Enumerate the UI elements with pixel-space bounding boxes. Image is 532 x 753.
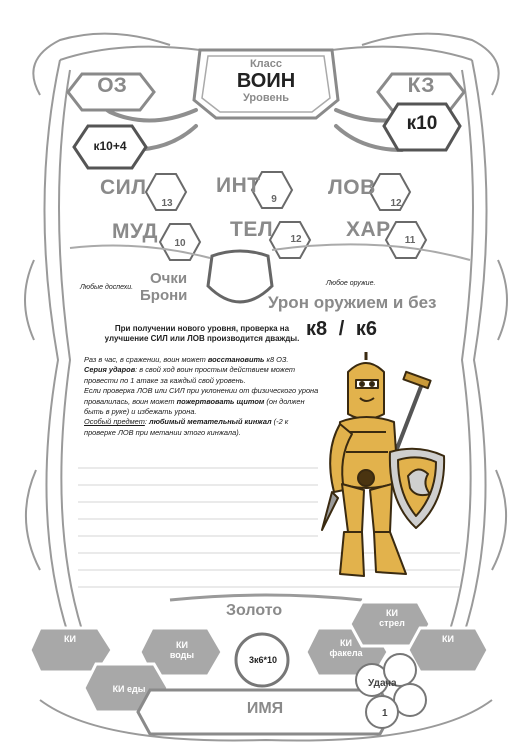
weapon-separator: / — [338, 318, 345, 340]
weapon-damage-label: Урон оружием и без — [268, 293, 437, 312]
class-name: ВОИН — [236, 70, 296, 92]
rule-special-item-d: (-2 к проверке ЛОВ при метании этого кинжала). — [84, 417, 289, 437]
dice-cell-ki-left[interactable]: КИ — [64, 634, 76, 644]
gold-label: Золото — [226, 602, 283, 619]
rule-special-item-a: Особый предмет — [84, 417, 145, 427]
dice-cell-ki-arrows[interactable]: КИ стрел — [379, 608, 405, 628]
rule-combo-b: : в свой ход воин простым действием может провести по 1 атаке за каждый свой уровень. — [84, 365, 296, 385]
stat-str-label: СИЛ — [100, 176, 147, 199]
warrior-illustration — [318, 352, 450, 584]
armor-label-line2: Брони — [140, 287, 188, 304]
rule-recover-b: восстановить — [207, 355, 265, 364]
rule-special-item — [84, 417, 320, 438]
armor-label-line1: Очки — [150, 270, 188, 287]
rule-combo-a: Серия ударов — [84, 365, 136, 375]
level-label: Уровень — [242, 92, 289, 104]
rule-combo — [84, 365, 320, 386]
stat-int-value[interactable]: 9 — [271, 194, 277, 205]
stat-con-label: ТЕЛ — [230, 218, 274, 241]
stat-wis-label: МУД — [112, 220, 158, 243]
rule-shield-c: (он должен быть в руке) и избежать урона. — [84, 396, 305, 417]
luck-label: Удача — [368, 678, 397, 689]
dice-cell-ki-water[interactable]: КИ воды — [169, 640, 195, 660]
level-up-heading: При получении нового уровня, проверка на улучшение СИЛ или ЛОВ производится дважды. — [104, 324, 300, 343]
stat-str-value[interactable]: 13 — [161, 198, 173, 209]
hp-value[interactable]: к10+4 — [93, 139, 127, 153]
weapon-damage-values[interactable] — [306, 318, 377, 341]
stat-wis-value[interactable]: 10 — [174, 238, 186, 249]
rule-special-item-c: любимый метательный кинжал — [148, 417, 272, 427]
stat-cha-label: ХАР — [346, 218, 391, 241]
dice-cell-ki-food[interactable]: КИ еды — [112, 684, 146, 694]
hp-label: ОЗ — [97, 74, 127, 97]
class-rules — [84, 355, 320, 438]
rule-recover-a: Раз в час, в сражении, воин может — [84, 355, 208, 364]
luck-value[interactable]: 1 — [382, 708, 388, 719]
ac-label: КЗ — [407, 74, 435, 97]
weapon-note: Любое оружие. — [326, 280, 376, 287]
weapon-armed-damage: к8 — [306, 318, 328, 340]
dice-cell-ki-right[interactable]: КИ — [442, 634, 454, 644]
stat-cha-value[interactable]: 11 — [404, 235, 416, 246]
rule-special-item-b: : — [144, 417, 149, 427]
weapon-unarmed-damage: к6 — [355, 318, 377, 340]
armor-note: Любые доспехи. — [80, 284, 134, 291]
stat-dex-label: ЛОВ — [328, 176, 376, 199]
stat-dex-value[interactable]: 12 — [390, 198, 402, 209]
stat-con-value[interactable]: 12 — [290, 234, 302, 245]
rule-recover — [84, 355, 320, 365]
class-label: Класс — [249, 58, 283, 70]
rule-shield-b: пожертвовать щитом — [176, 396, 265, 406]
gold-value[interactable]: 3к6*10 — [248, 655, 278, 665]
rule-shield-a: Если проверка ЛОВ или СИЛ при уклонении от физического урона провалилась, воин может — [84, 386, 319, 406]
rule-recover-c: к8 ОЗ. — [264, 355, 289, 364]
stat-int-label: ИНТ — [216, 174, 261, 197]
dice-cell-ki-torch[interactable]: КИ факела — [329, 638, 363, 658]
ac-value[interactable]: к10 — [406, 113, 438, 134]
rule-shield — [84, 386, 320, 417]
name-label: ИМЯ — [246, 700, 284, 717]
